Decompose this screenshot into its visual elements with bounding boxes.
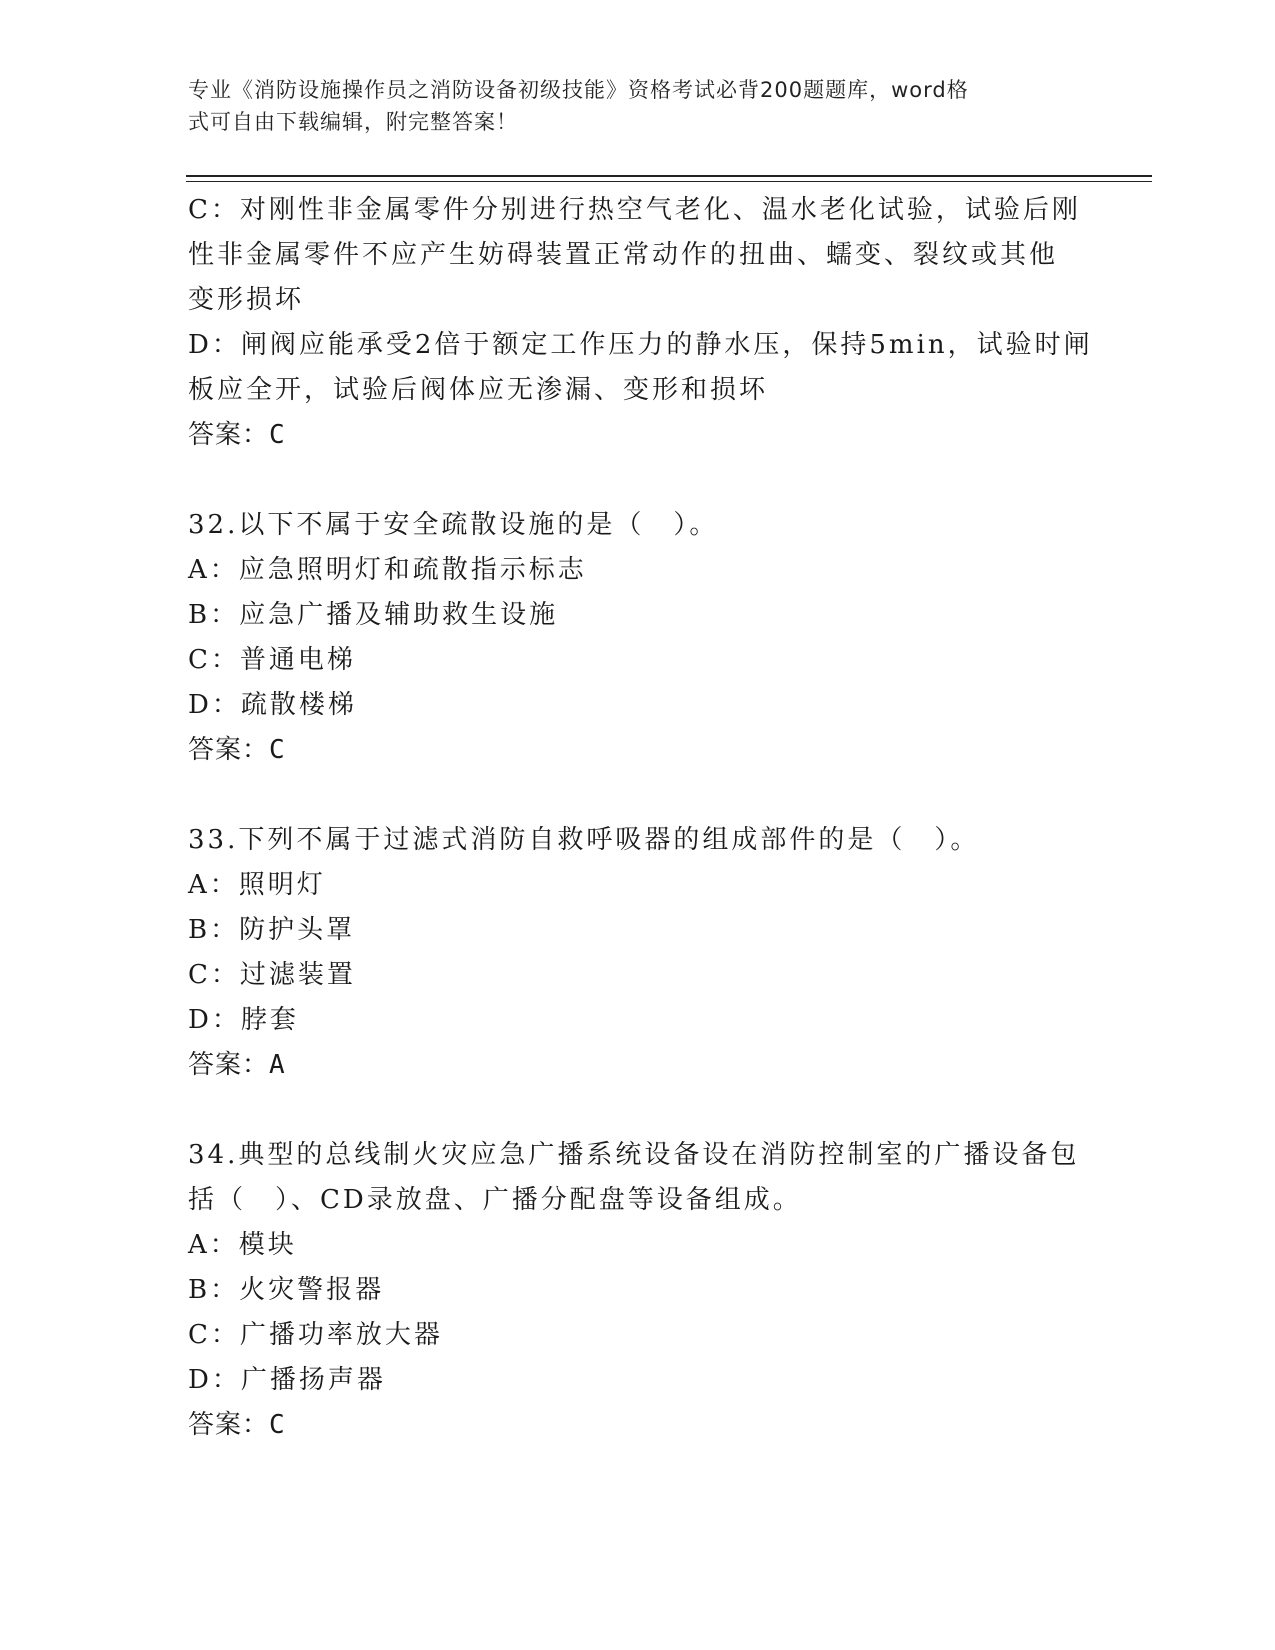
option-d: D：疏散楼梯: [188, 690, 357, 720]
option-c-line-3: 变形损坏: [188, 285, 305, 315]
document-body: [188, 188, 1093, 1448]
option-a: A：照明灯: [188, 870, 326, 900]
header-divider-thick: [186, 175, 1152, 177]
option-c-line-1: C：对刚性非金属零件分别进行热空气老化、温水老化试验，试验后刚: [188, 195, 1081, 225]
answer-line: [188, 1403, 1088, 1448]
option-c: C：普通电梯: [188, 645, 356, 675]
question-block-33: [188, 818, 1088, 1088]
header-title-line-1: 专业《消防设施操作员之消防设备初级技能》资格考试必背200题题库，word格: [188, 78, 969, 102]
answer-line: [188, 413, 1088, 458]
answer-label: 答案：: [188, 735, 270, 765]
answer-value: C: [269, 735, 286, 765]
answer-line: [188, 728, 1088, 773]
question-block-34: [188, 1133, 1088, 1448]
question-stem: 32.以下不属于安全疏散设施的是（ ）。: [188, 510, 719, 540]
spacer: [188, 773, 1088, 818]
answer-label: 答案：: [188, 1410, 270, 1440]
option-d-line-1: D：闸阀应能承受2倍于额定工作压力的静水压，保持5min，试验时闸: [188, 330, 1093, 360]
question-stem-line-2: 括（ ）、CD录放盘、广播分配盘等设备组成。: [188, 1185, 802, 1215]
option-d: D：广播扬声器: [188, 1365, 386, 1395]
option-d-line-2: 板应全开，试验后阀体应无渗漏、变形和损坏: [188, 375, 769, 405]
answer-value: C: [269, 1410, 286, 1440]
document-header: [188, 74, 1068, 138]
answer-value: A: [269, 1050, 286, 1080]
option-c: C：广播功率放大器: [188, 1320, 443, 1350]
option-b: B：应急广播及辅助救生设施: [188, 600, 559, 630]
answer-label: 答案：: [188, 1050, 270, 1080]
header-title-line-2: 式可自由下载编辑，附完整答案！: [188, 110, 518, 134]
spacer: [188, 1088, 1088, 1133]
question-stem-line-1: 34.典型的总线制火灾应急广播系统设备设在消防控制室的广播设备包: [188, 1140, 1080, 1170]
option-d: D：脖套: [188, 1005, 299, 1035]
answer-line: [188, 1043, 1088, 1088]
option-b: B：火灾警报器: [188, 1275, 385, 1305]
answer-label: 答案：: [188, 420, 270, 450]
question-block-prev: [188, 188, 1093, 458]
spacer: [188, 458, 1088, 503]
option-c-line-2: 性非金属零件不应产生妨碍装置正常动作的扭曲、蠕变、裂纹或其他: [188, 240, 1059, 270]
option-a: A：应急照明灯和疏散指示标志: [188, 555, 587, 585]
answer-value: C: [269, 420, 286, 450]
header-divider-thin: [186, 181, 1152, 182]
option-b: B：防护头罩: [188, 915, 356, 945]
question-block-32: [188, 503, 1088, 773]
question-stem: 33.下列不属于过滤式消防自救呼吸器的组成部件的是（ ）。: [188, 825, 980, 855]
option-c: C：过滤装置: [188, 960, 356, 990]
option-a: A：模块: [188, 1230, 297, 1260]
